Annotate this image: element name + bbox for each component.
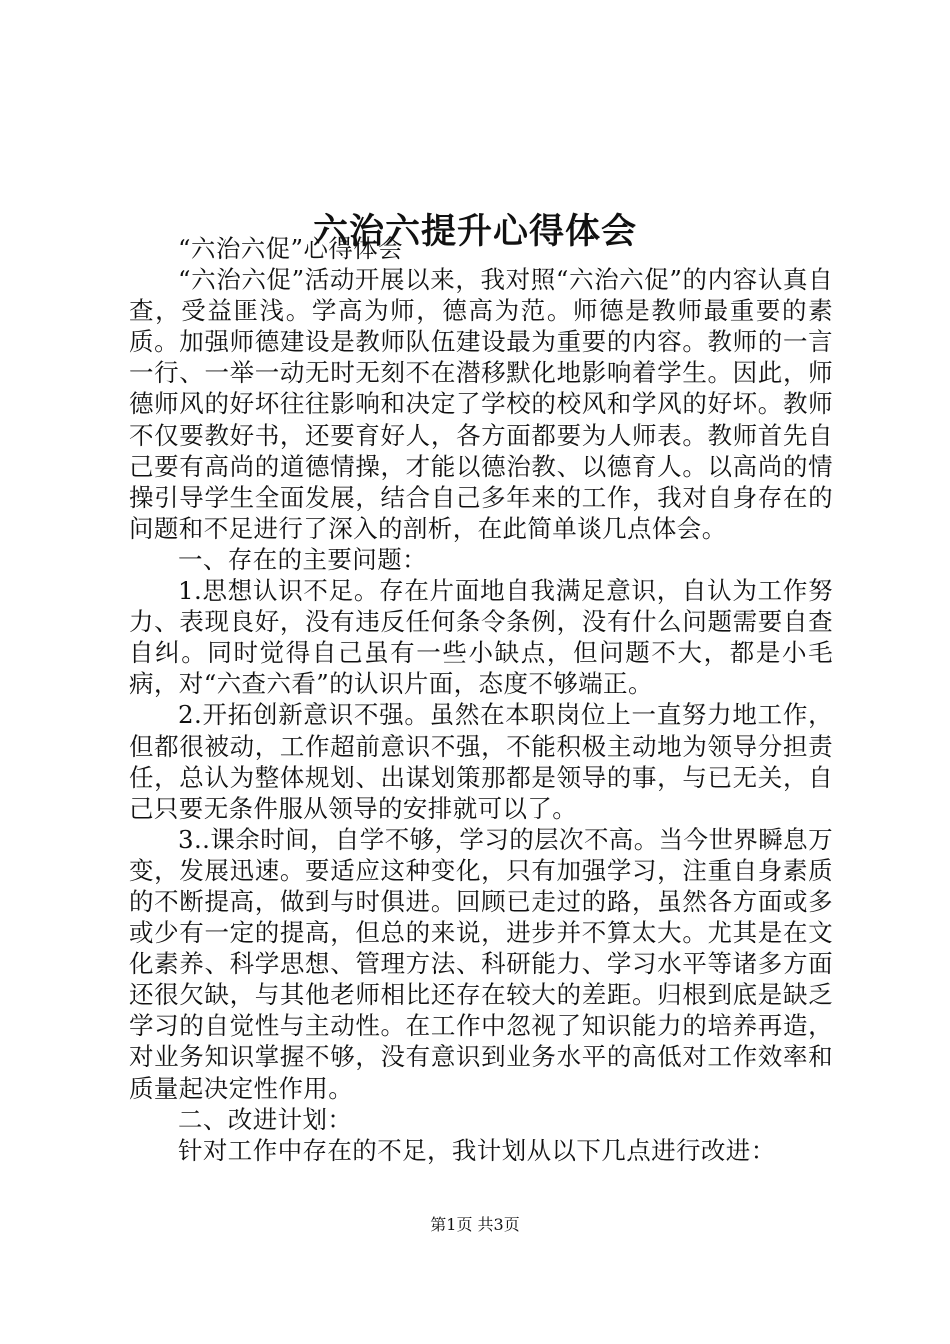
- subtitle-paragraph: “六治六促”心得体会: [178, 234, 404, 263]
- document-title: 六治六提升心得体会: [312, 211, 637, 253]
- section-heading-problems: 一、存在的主要问题：: [178, 544, 427, 574]
- problem-item-2: 2.开拓创新意识不强。虽然在本职岗位上一直努力地工作，但都很被动，工作超前意识不强，不能积极主动地为领导分担责任，总认为整体规划、出谋划策那都是领导的事，与已无关，自己只要无条件服从领导的安排就可以了。: [129, 700, 833, 823]
- problem-item-1: 1.思想认识不足。存在片面地自我满足意识，自认为工作努力、表现良好，没有违反任何条令条例，没有什么问题需要自查自纠。同时觉得自己虽有一些小缺点，但问题不大，都是小毛病，对“六查六看”的认识片面，态度不够端正。: [129, 576, 833, 699]
- intro-paragraph: “六治六促”活动开展以来，我对照“六治六促”的内容认真自查，受益匪浅。学高为师，德高为范。师德是教师最重要的素质。加强师德建设是教师队伍建设最为重要的内容。教师的一言一行、一举一动无时无刻不在潜移默化地影响着学生。因此，师德师风的好坏往往影响和决定了学校的校风和学风的好坏。教师不仅要教好书，还要育好人，各方面都要为人师表。教师首先自己要有高尚的道德情操，才能以德治教、以德育人。以高尚的情操引导学生全面发展，结合自己多年来的工作，我对自身存在的问题和不足进行了深入的剖析，在此简单谈几点体会。: [129, 265, 833, 543]
- plan-intro-paragraph: 针对工作中存在的不足，我计划从以下几点进行改进：: [178, 1135, 776, 1165]
- document-body: [129, 233, 833, 1166]
- section-heading-plan: 二、改进计划：: [178, 1104, 353, 1134]
- problem-item-3: 3..课余时间，自学不够，学习的层次不高。当今世界瞬息万变，发展迅速。要适应这种变化，只有加强学习，注重自身素质的不断提高，做到与时俱进。回顾已走过的路，虽然各方面或多或少有一定的提高，但总的来说，进步并不算太大。尤其是在文化素养、科学思想、管理方法、科研能力、学习水平等诸多方面还很欠缺，与其他老师相比还存在较大的差距。归根到底是缺乏学习的自觉性与主动性。在工作中忽视了知识能力的培养再造，对业务知识掌握不够，没有意识到业务水平的高低对工作效率和质量起决定性作用。: [129, 824, 833, 1103]
- page-number-footer: 第1页 共3页: [430, 1215, 520, 1234]
